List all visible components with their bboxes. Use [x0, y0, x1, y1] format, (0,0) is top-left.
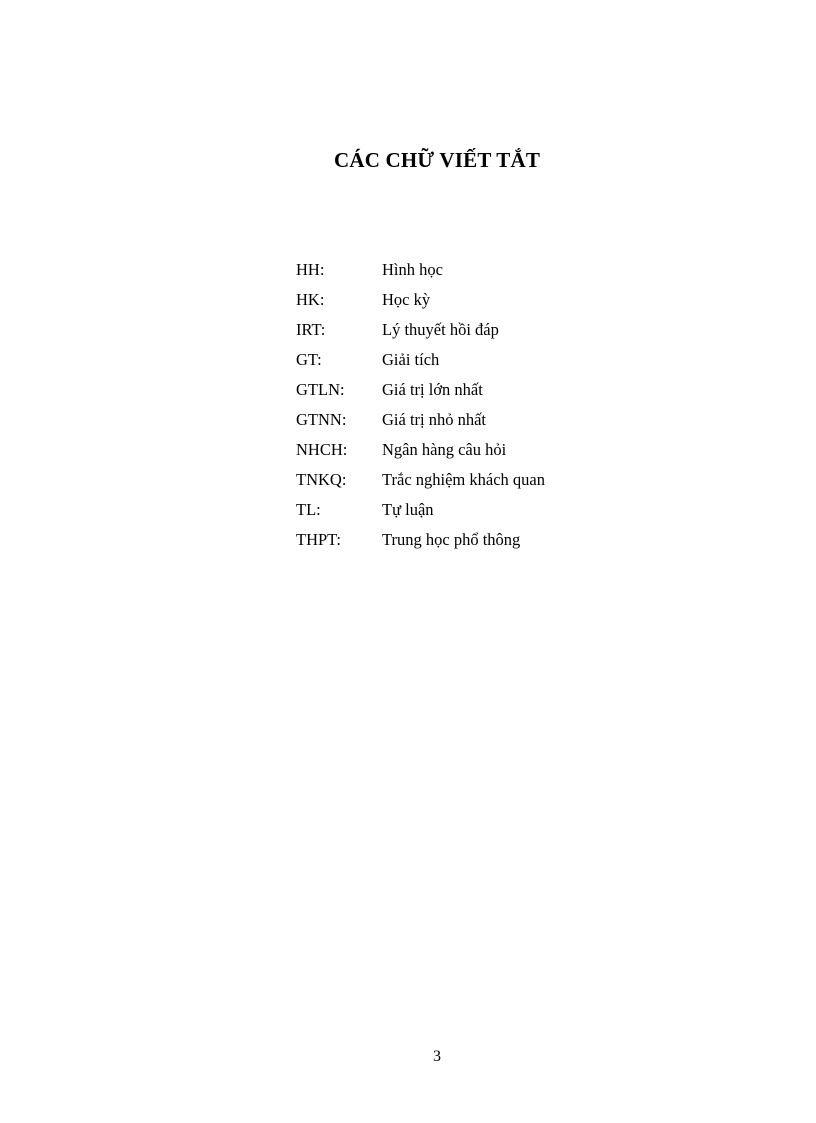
- abbreviation-term: GTLN:: [296, 380, 345, 399]
- abbreviation-term: HK:: [296, 290, 325, 309]
- abbreviation-term: GTNN:: [296, 410, 347, 429]
- abbreviation-meaning: Giải tích: [382, 350, 440, 369]
- abbreviation-term: NHCH:: [296, 440, 348, 459]
- abbreviation-row: [296, 409, 545, 439]
- abbreviation-term: GT:: [296, 350, 322, 369]
- abbreviation-row: [296, 319, 545, 349]
- abbreviation-row: [296, 259, 545, 289]
- abbreviation-row: [296, 439, 545, 469]
- abbreviation-meaning: Trắc nghiệm khách quan: [382, 470, 545, 489]
- abbreviation-row: [296, 499, 545, 529]
- abbreviation-list: [296, 259, 545, 559]
- page-number: 3: [433, 1048, 441, 1065]
- abbreviation-meaning: Tự luận: [382, 500, 434, 519]
- abbreviation-meaning: Hình học: [382, 260, 443, 279]
- abbreviation-term: HH:: [296, 260, 325, 279]
- abbreviation-meaning: Trung học phổ thông: [382, 530, 521, 549]
- abbreviation-term: TNKQ:: [296, 470, 347, 489]
- abbreviation-meaning: Giá trị lớn nhất: [382, 380, 483, 399]
- abbreviation-meaning: Ngân hàng câu hỏi: [382, 440, 507, 459]
- abbreviation-term: THPT:: [296, 530, 342, 549]
- abbreviation-term: IRT:: [296, 320, 326, 339]
- abbreviation-row: [296, 349, 545, 379]
- abbreviation-meaning: Giá trị nhỏ nhất: [382, 410, 487, 429]
- abbreviation-meaning: Học kỳ: [382, 290, 431, 309]
- abbreviation-meaning: Lý thuyết hồi đáp: [382, 320, 499, 339]
- page-title: CÁC CHỮ VIẾT TẮT: [333, 148, 541, 172]
- abbreviation-row: [296, 529, 545, 559]
- abbreviation-row: [296, 469, 545, 499]
- abbreviation-row: [296, 289, 545, 319]
- abbreviation-row: [296, 379, 545, 409]
- abbreviation-term: TL:: [296, 500, 321, 519]
